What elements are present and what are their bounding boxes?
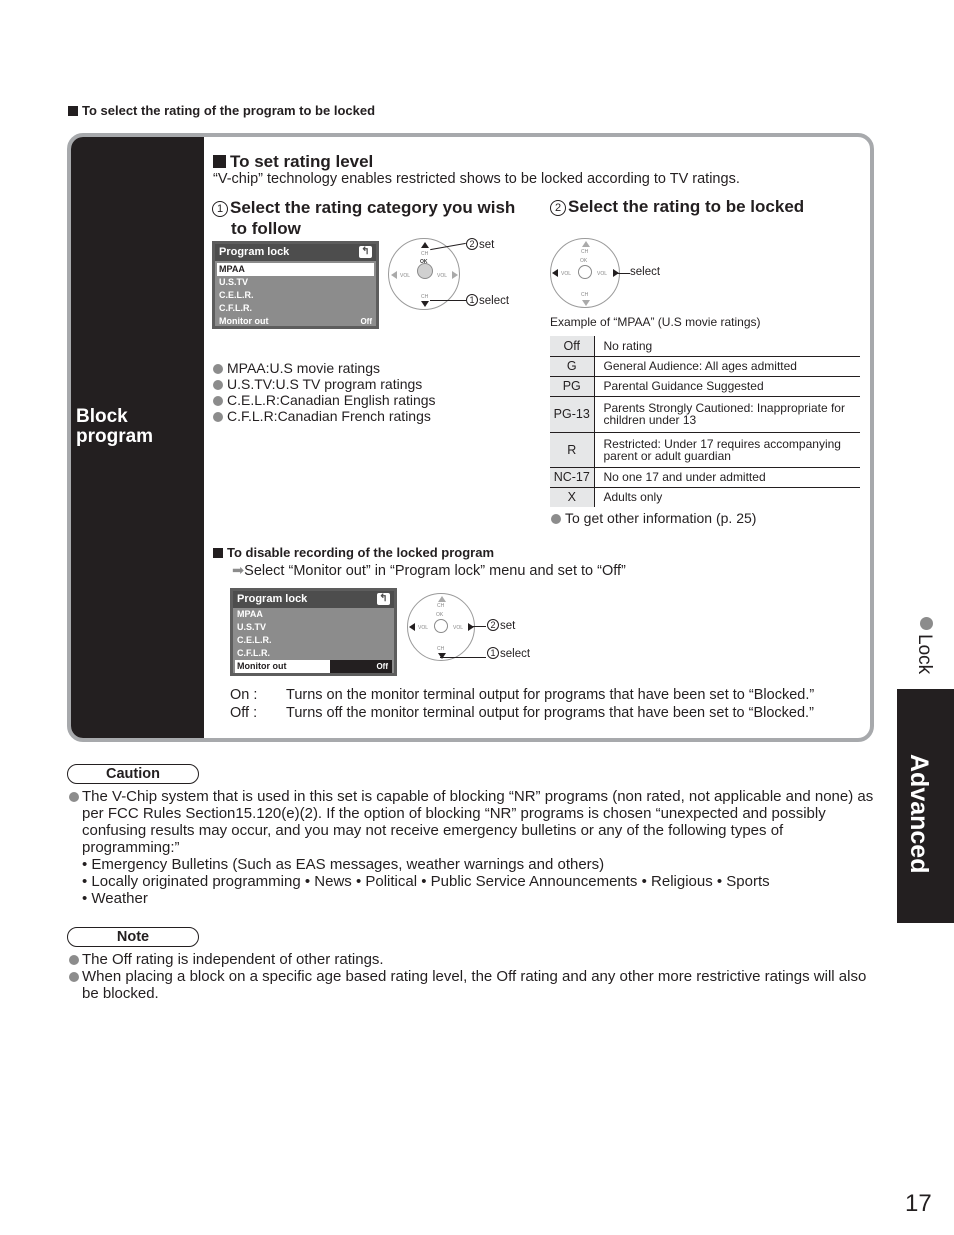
ok-button[interactable]	[434, 619, 448, 633]
menu-item-monitor-out[interactable]: Monitor out Off	[235, 660, 392, 673]
remote1-select-label: 1 select	[466, 294, 509, 307]
set-rating-intro: “V-chip” technology enables restricted shows to be locked according to TV ratings.	[213, 171, 740, 187]
menu-item-ustv[interactable]: U.S.TV	[237, 622, 267, 632]
list-item: MPAA:U.S movie ratings	[213, 360, 436, 376]
table-row: R Restricted: Under 17 requires accompanying parent or adult guardian	[550, 432, 860, 467]
remote-dpad: OK CH CH VOL VOL	[388, 238, 460, 310]
remote3-set-label: 2 set	[487, 619, 515, 632]
menu-title: Program lock ↰	[233, 591, 394, 608]
remote1-set-label: 2 set	[466, 238, 494, 251]
menu-item-cflr[interactable]: C.F.L.R.	[237, 648, 270, 658]
table-row: G General Audience: All ages admitted	[550, 356, 860, 376]
remote2-select-label: select	[630, 266, 661, 278]
left-arrow-icon[interactable]	[552, 269, 558, 277]
step1-title: 1 Select the rating category you wish to follow	[212, 197, 515, 239]
arrow-right-icon: ➡	[232, 563, 245, 579]
return-icon: ↰	[359, 246, 372, 258]
menu-item-mpaa[interactable]: MPAA	[237, 609, 263, 619]
remote3-select-label: 1 select	[487, 647, 530, 660]
up-arrow-icon[interactable]	[582, 241, 590, 247]
section-heading: To select the rating of the program to be locked	[68, 103, 375, 118]
other-info-note: To get other information (p. 25)	[551, 510, 756, 526]
remote-dpad-3: OK CH CH VOL VOL	[407, 593, 475, 661]
menu-title: Program lock ↰	[215, 244, 376, 261]
program-lock-menu-2	[230, 588, 397, 676]
table-caption: Example of “MPAA” (U.S movie ratings)	[550, 315, 761, 329]
disable-instruction: ➡Select “Monitor out” in “Program lock” menu and set to “Off”	[232, 563, 626, 579]
right-arrow-icon[interactable]	[452, 271, 458, 279]
caution-body: The V-Chip system that is used in this set is capable of blocking “NR” programs (non rated, not applicable and none) as per FCC Rules Section15.120(e)(2). If the option of blocking “NR” programs is chosen “unexpected and possibly confusing results may occur, and you may not receive emergency bulletins or any of the following types of programming:” • Emergency Bulletins (Such as EAS messages, weather warnings and others) • Locally originated programming • News • Political • Public Service Announcements • Religious • Sports • Weather	[68, 788, 878, 907]
note-label: Note	[67, 927, 199, 947]
down-arrow-icon[interactable]	[438, 653, 446, 659]
ok-button[interactable]	[578, 265, 592, 279]
menu-item-cflr[interactable]: C.F.L.R.	[219, 303, 252, 313]
table-row: X Adults only	[550, 487, 860, 507]
disable-heading: To disable recording of the locked program	[213, 545, 494, 560]
right-arrow-icon[interactable]	[468, 623, 474, 631]
return-icon: ↰	[377, 593, 390, 605]
rating-category-list	[213, 360, 436, 424]
ok-button[interactable]	[417, 263, 433, 279]
left-arrow-icon[interactable]	[409, 623, 415, 631]
step2-title: 2 Select the rating to be locked	[550, 197, 804, 217]
table-row: Off No rating	[550, 336, 860, 356]
section-sub-label: Lock	[913, 617, 935, 674]
note-body: The Off rating is independent of other ratings. When placing a block on a specific age based rating level, the Off rating and any other more restrictive ratings will also be blocked.	[68, 951, 868, 1002]
remote-dpad-2: OK CH CH VOL VOL	[550, 238, 620, 308]
table-row: NC-17 No one 17 and under admitted	[550, 467, 860, 487]
menu-item-celr[interactable]: C.E.L.R.	[219, 290, 254, 300]
up-arrow-icon[interactable]	[421, 242, 429, 248]
list-item: U.S.TV:U.S TV program ratings	[213, 376, 436, 392]
menu-item-celr[interactable]: C.E.L.R.	[237, 635, 272, 645]
table-row: PG Parental Guidance Suggested	[550, 376, 860, 396]
menu-item-ustv[interactable]: U.S.TV	[219, 277, 249, 287]
list-item: C.E.L.R:Canadian English ratings	[213, 392, 436, 408]
mpaa-ratings-table	[550, 336, 860, 507]
up-arrow-icon[interactable]	[438, 596, 446, 602]
caution-label: Caution	[67, 764, 199, 784]
panel-sidebar	[71, 137, 204, 738]
table-row: PG-13 Parents Strongly Cautioned: Inappropriate for children under 13	[550, 396, 860, 432]
menu-item-mpaa[interactable]: MPAA	[217, 263, 374, 276]
menu-item-monitor-out[interactable]: Monitor out Off	[219, 316, 372, 326]
section-tab-label: Advanced	[905, 754, 933, 874]
panel-title: Block program	[76, 406, 154, 447]
on-off-descriptions: On : Turns on the monitor terminal output for programs that have been set to “Blocked.” Off : Turns off the monitor terminal output for programs that have been set to “Blocked.”	[230, 687, 815, 721]
program-lock-menu	[212, 241, 379, 329]
set-rating-heading: To set rating level	[213, 152, 373, 172]
down-arrow-icon[interactable]	[582, 300, 590, 306]
list-item: C.F.L.R:Canadian French ratings	[213, 408, 436, 424]
left-arrow-icon[interactable]	[391, 271, 397, 279]
page-number: 17	[905, 1190, 932, 1217]
down-arrow-icon[interactable]	[421, 301, 429, 307]
